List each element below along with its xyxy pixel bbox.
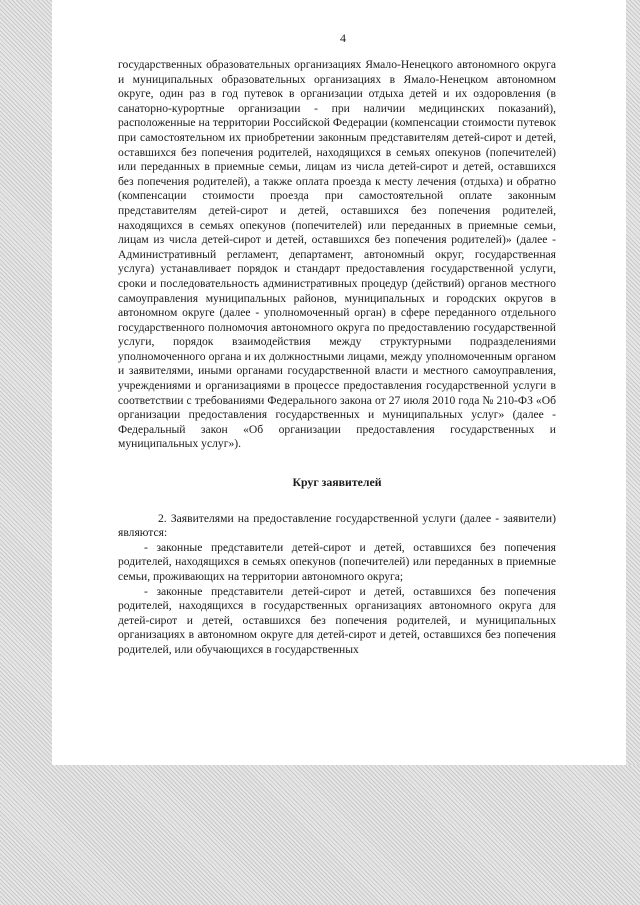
paragraph-applicants: 2. Заявителями на предоставление государственной услуги (далее - заявители) являются: [118, 511, 556, 540]
document-body [118, 58, 556, 658]
scan-border-bottom [0, 765, 640, 905]
list-item: - законные представители детей-сирот и детей, оставшихся без попечения родителей, находящихся в семьях опекунов (попечителей) или переданных в приемные семьи, проживающих на территории автономного округа; [118, 540, 556, 583]
page-number: 4 [340, 31, 346, 45]
paragraph-continuation: государственных образовательных организациях Ямало-Ненецкого автономного округа и муниципальных образовательных организациях в Ямало-Ненецком автономном округе, один раз в год путевок в организации отдыха детей и их оздоровления (в санаторно-курортные организации - при наличии медицинских показаний), расположенные на территории Российской Федерации (компенсации стоимости путевок при самостоятельном их приобретении законным представителям детей-сирот и детей, оставшихся без попечения родителей, находящихся в семьях опекунов (попечителей) или переданных в приемные семьи, лицам из числа детей-сирот и детей, оставшихся без попечения родителей), а также оплата проезда к месту лечения (отдыха) и обратно (компенсации стоимости проезда при самостоятельной оплате законным представителям детей-сирот и детей, оставшихся без попечения родителей, находящихся в семьях опекунов (попечителей) или переданных в приемные семьи, лицам из числа детей-сирот и детей, оставшихся без попечения родителей)» (далее - Административный регламент, департамент, автономный округ, государственная услуга) устанавливает порядок и стандарт предоставления государственной услуги, сроки и последовательность административных процедур (действий) органов местного самоуправления муниципальных районов, муниципальных и городских округов в автономном округе (далее - уполномоченный орган) в сфере переданного отдельного государственного полномочия автономного округа по предоставлению государственной услуги, порядок взаимодействия между структурными подразделениями уполномоченного органа и их должностными лицами, между уполномоченным органом и заявителями, иными органами государственной власти и местного самоуправления, учреждениями и организациями в процессе предоставления государственной услуги в соответствии с требованиями Федерального закона от 27 июля 2010 года № 210-ФЗ «Об организации предоставления государственных и муниципальных услуг» (далее - Федеральный закон «Об организации предоставления государственных и муниципальных услуг»). [118, 58, 556, 451]
section-heading: Круг заявителей [292, 475, 382, 490]
list-item: - законные представители детей-сирот и детей, оставшихся без попечения родителей, находящихся в государственных организациях автономного округа для детей-сирот и детей, оставшихся без попечения родителей, и муниципальных организациях в автономном округе для детей-сирот и детей, оставшихся без попечения родителей, или обучающихся в государственных [118, 584, 556, 656]
